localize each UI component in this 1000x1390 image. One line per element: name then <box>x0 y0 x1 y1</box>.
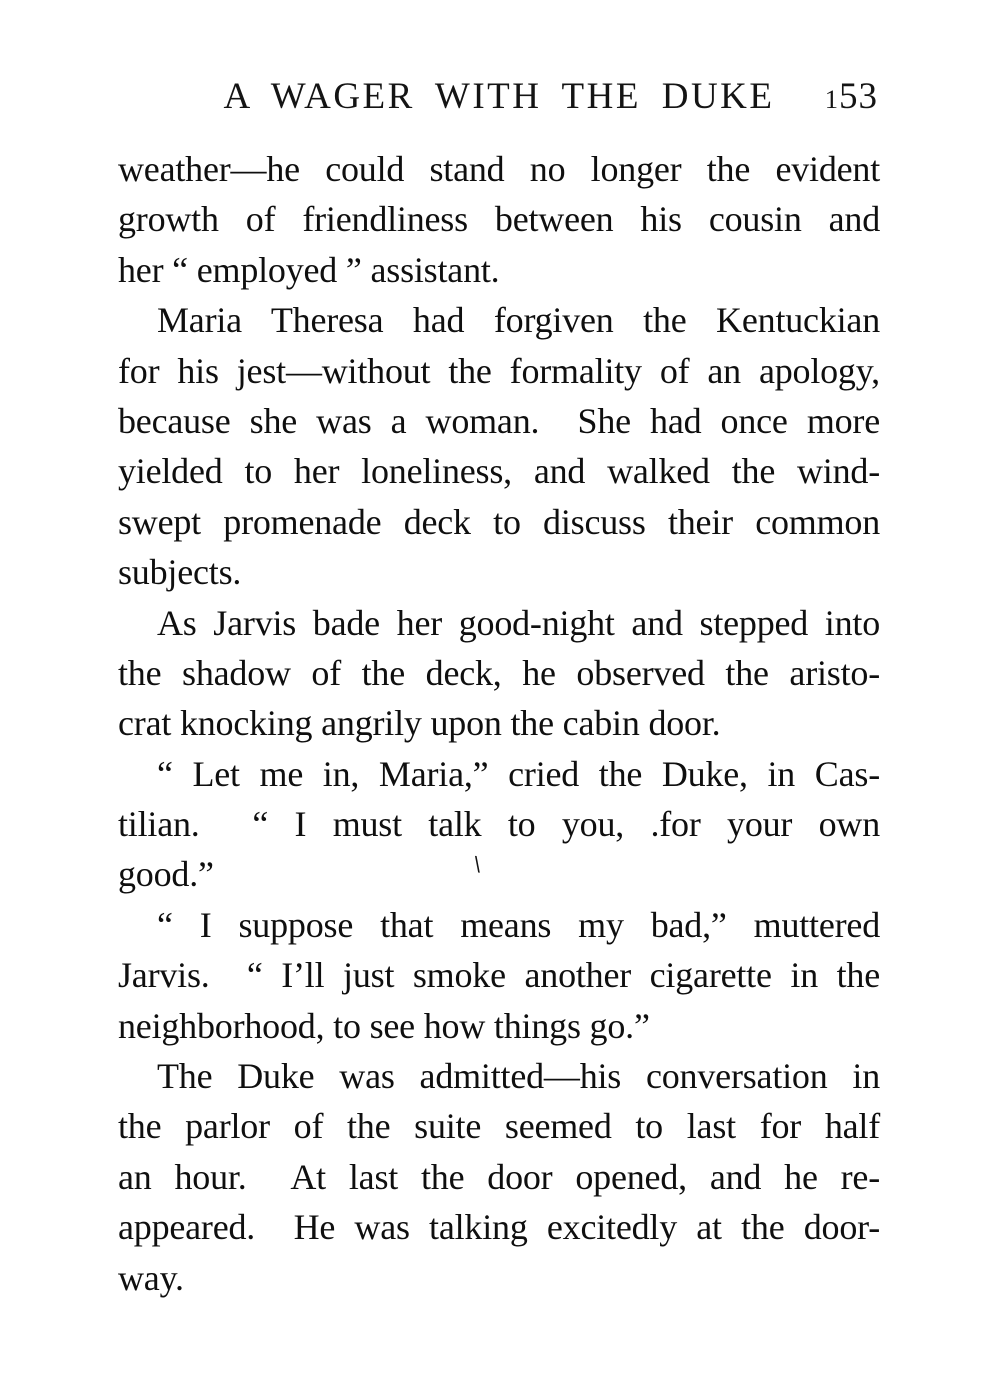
text-line: tilian. “ I must talk to you, .for your own <box>118 804 880 845</box>
text-line: neighborhood, to see how things go.” <box>118 1005 650 1046</box>
text-line: subjects. <box>118 552 242 593</box>
text-line: weather—he could stand no longer the evident <box>118 149 880 189</box>
text-line: for his jest—without the formality of an apology, <box>118 350 880 391</box>
text-line: Jarvis. “ I’ll just smoke another cigarette in the <box>118 955 880 996</box>
page-number: 153 <box>824 76 878 117</box>
text-line: crat knocking angrily upon the cabin door. <box>118 703 721 744</box>
text-line: growth of friendliness between his cousin and <box>118 199 880 240</box>
text-line: The Duke was admitted—his conversation in <box>157 1056 880 1097</box>
text-line: good.” <box>118 854 214 895</box>
text-line: way. <box>118 1257 184 1298</box>
scan-artifact-mark: \ <box>472 851 483 879</box>
running-head <box>118 74 880 120</box>
body-text <box>118 144 880 1303</box>
text-line: the shadow of the deck, he observed the aristo- <box>118 652 880 693</box>
text-line: yielded to her loneliness, and walked the wind- <box>118 451 880 492</box>
text-line: because she was a woman. She had once more <box>118 400 880 441</box>
text-line: swept promenade deck to discuss their common <box>118 501 880 542</box>
text-line: an hour. At last the door opened, and he re- <box>118 1156 880 1197</box>
text-line: Maria Theresa had forgiven the Kentuckian <box>157 300 880 341</box>
chapter-title: A WAGER WITH THE DUKE <box>223 76 775 117</box>
text-line: “ I suppose that means my bad,” muttered <box>157 904 880 945</box>
text-line: “ Let me in, Maria,” cried the Duke, in Cas- <box>157 753 880 794</box>
text-line: her “ employed ” assistant. <box>118 249 500 290</box>
text-line: the parlor of the suite seemed to last for half <box>118 1106 880 1147</box>
text-line: appeared. He was talking excitedly at the door- <box>118 1207 880 1248</box>
text-line: As Jarvis bade her good-night and stepped into <box>157 602 880 643</box>
